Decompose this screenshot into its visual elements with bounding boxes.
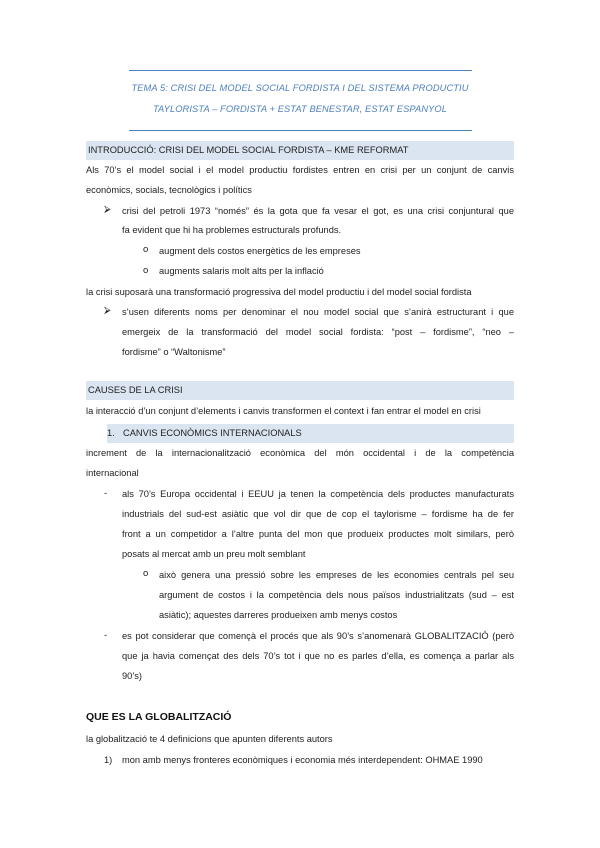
doc-title-line-2: TAYLORISTA – FORDISTA + ESTAT BENESTAR, ESTAT ESPANYOL [152,104,448,114]
bullet-names-line-1: s’usen diferents noms per denominar el nou model social que s’anirà estructurant i que [122,307,514,317]
sub-bullet-wages: augments salaris molt alts per la inflació [159,266,324,276]
sub-bullet-energy-costs: augment dels costos energètics de les empreses [159,246,361,256]
section-heading-causes: CAUSES DE LA CRISI [86,381,514,400]
dash-bullet-competition-line-4: posats al mercat amb un preu molt semblant [122,549,306,559]
numbered-item-ohmae: mon amb menys fronteres econòmiques i economia més interdependent: OHMAE 1990 [122,755,483,765]
dash-bullet-globalization-line-2: que ja havia començat des dels 70’s tot i que no es parles d’ella, es comença a parlar als [122,651,514,661]
causes-paragraph-line-2: internacional [86,468,139,478]
bullet-oil-crisis-line-2: fa evident que hi ha problemes estructurals profunds. [122,225,342,235]
bullet-names-line-3: fordisme” o “Waltonisme” [122,347,226,357]
dash-bullet-globalization-line-1: es pot considerar que començà el procés que als 90’s s’anomenarà GLOBALITZACIÓ (però [122,631,514,641]
bullet-names-line-2: emergeix de la transformació del model social fordista: “post – fordisme”, “neo – [122,327,514,337]
title-top-rule [129,70,472,71]
numbered-item-number: 1) [104,755,113,765]
arrow-bullet-icon: ⮚ [104,204,111,215]
sub-bullet-pressure-line-1: això genera una pressió sobre les empreses de les economies centrals pel seu [159,570,514,580]
bullet-oil-crisis-line-1: crisi del petroli 1973 “només” és la gota que fa vesar el got, es una crisi conjuntural que [122,206,514,216]
title-bottom-rule [129,130,472,131]
circle-bullet-icon: o [143,244,149,255]
numbered-heading-economic-changes [107,424,514,443]
doc-title-line-1: TEMA 5: CRISI DEL MODEL SOCIAL FORDISTA I DEL SISTEMA PRODUCTIU [131,83,469,93]
intro-paragraph-transformation: la crisi suposarà una transformació progressiva del model productiu i del model social fordista [86,287,472,297]
circle-bullet-icon: o [143,265,149,276]
item-label: CANVIS ECONÒMICS INTERNACIONALS [123,428,302,438]
dash-bullet-competition-line-2: industrials del sud-est asiàtic que vol dir que de cop el taylorisme – fordisme ha de fer [122,509,514,519]
intro-paragraph-line-2: econòmics, socials, tecnològics i polítics [86,185,252,195]
arrow-bullet-icon: ⮚ [104,305,111,316]
section-heading-intro: INTRODUCCIÓ: CRISI DEL MODEL SOCIAL FORDISTA – KME REFORMAT [86,141,514,160]
sub-bullet-pressure-line-3: asiàtic); aquestes darreres produeixen amb menys costos [159,610,398,620]
dash-bullet-icon: - [104,488,108,499]
causes-paragraph-line-1: increment de la internacionalització econòmica del món occidental i de la competència [86,448,514,458]
causes-intro-paragraph: la interacció d’un conjunt d’elements i canvis transformen el context i fan entrar el model en crisi [86,406,481,416]
intro-paragraph-line-1: Als 70’s el model social i el model productiu fordistes entren en crisi per un conjunt de canvis [86,165,514,175]
globalization-intro-paragraph: la globalització te 4 definicions que apunten diferents autors [86,734,333,744]
dash-bullet-competition-line-1: als 70’s Europa occidental i EEUU ja tenen la competència dels productes manufacturats [122,489,514,499]
dash-bullet-competition-line-3: front a un competidor a l’altre punta del mon que produeix productes molt similars, però [122,529,514,539]
circle-bullet-icon: o [143,568,149,579]
item-number: 1. [107,428,115,438]
dash-bullet-globalization-line-3: 90’s) [122,671,142,681]
section-heading-globalization: QUE ES LA GLOBALITZACIÓ [86,711,232,723]
sub-bullet-pressure-line-2: argument de costos i la competència dels nous països industrialitzats (sud – est [159,590,514,600]
dash-bullet-icon: - [104,630,108,641]
